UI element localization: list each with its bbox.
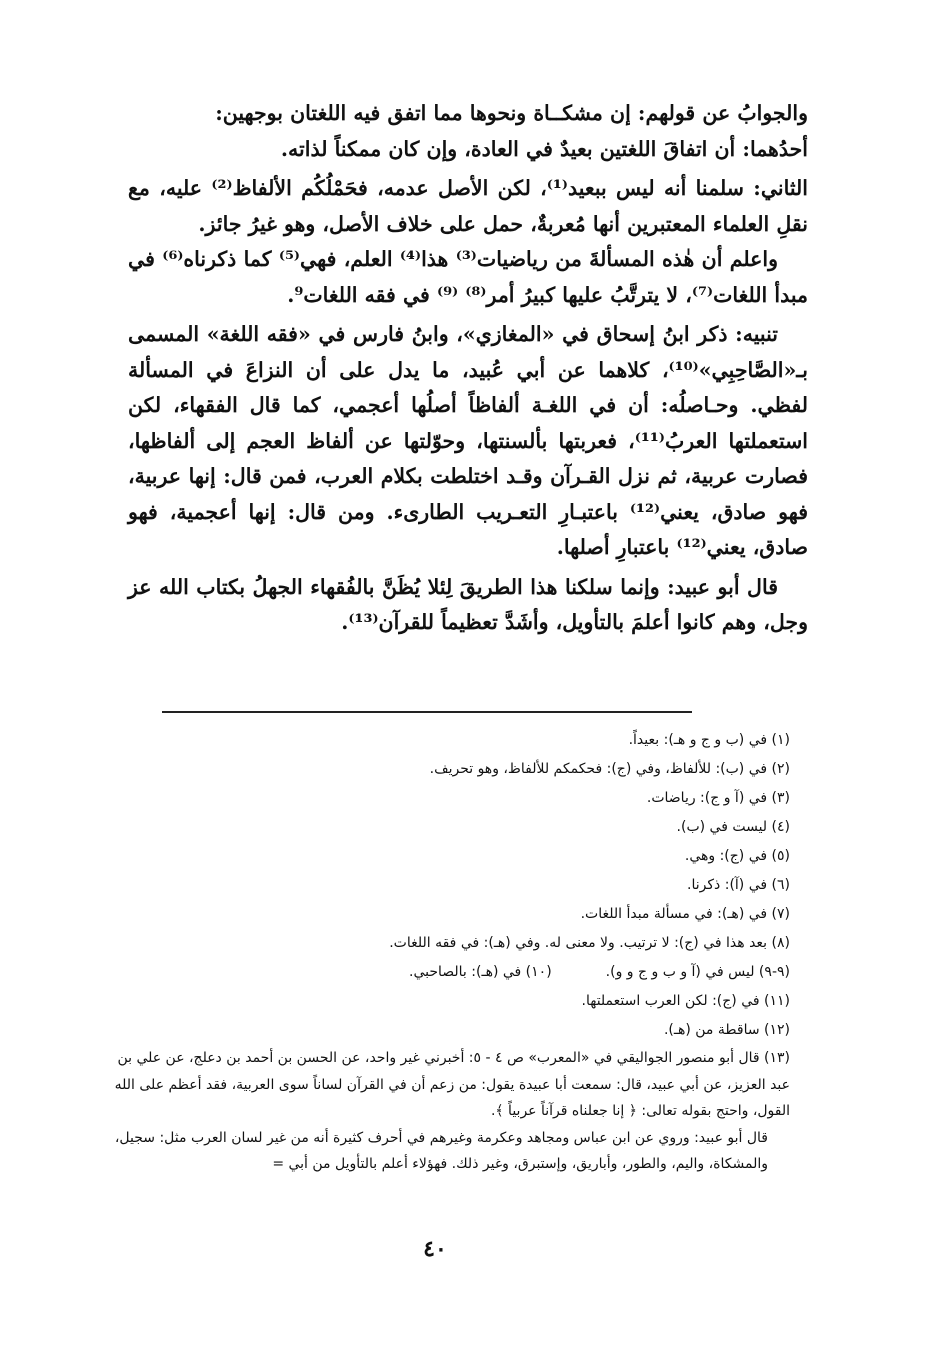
footnote-9-10-row <box>100 958 790 987</box>
footnote-4: (٤) ليست في (ب). <box>676 819 790 835</box>
paragraph-notice: تنبيه: ذكر ابنُ إسحاق في «المغازي»، وابنُ فارس في «فقه اللغة» المسمى بـ«الصَّاحِبِي»⁽¹⁰⁾، كلاهما عن أبي عُبيد، ما يدل على أن النزاعَ في المسألة لفظي. وحـاصلُه: أن في اللغـة ألفاظاً أصلُها أعجمي، كما قال الفقهاء، لكن استعملتها العربُ⁽¹¹⁾، فعربتها بألسنتها، وحوّلتها عن ألفاظ العجم إلى ألفاظها، فصارت عربية، ثم نزل القـرآن وقـد اختلطت بكلام العرب، فمن قال: إنها عربية، فهو صادق، يعني⁽¹²⁾ باعتبـارِ التعـريب الطارىء. ومن قال: إنها أعجمية، فهو صادق، يعني⁽¹²⁾ باعتبارِ أصلها. <box>128 322 808 559</box>
footnote-10: (١٠) في (هـ): بالصاحبي. <box>409 964 552 980</box>
footnote-1: (١) في (ب و ج و هـ): بعيداً. <box>628 732 790 748</box>
paragraph-first-reason: أحدُهما: أن اتفاقَ اللغتين بعيدٌ في العادة، وإن كان ممكناً لذاته. <box>280 136 808 161</box>
footnote-13: (١٣) قال أبو منصور الجواليقي في «المعرب» ص ٤ - ٥: أخبرني غير واحد، عن الحسن بن أحمد بن دعلج، عن علي بن عبد العزيز، عن أبي عبيد، قال: سمعت أبا عبيدة يقول: من زعم أن في القرآن لساناً سوى العربية، فقد أعظم على الله القول، واحتج بقوله تعالى: ﴿ إنا جعلناه قرآناً عربياً ﴾. <box>114 1050 790 1119</box>
footnote-6: (٦) في (آ): ذكرنا. <box>687 877 790 893</box>
footnote-12: (١٢) ساقطة من (هـ). <box>663 1022 790 1038</box>
footnote-8: (٨) بعد هذا في (ج): لا ترتيب. ولا معنى له. وفي (هـ): في فقه اللغات. <box>389 935 790 951</box>
footnote-13-continued: قال أبو عبيد: وروي عن ابن عباس ومجاهد وعكرمة وغيرهم في أحرف كثيرة أنه من غير لسان العرب مثل: سجيل، والمشكاة، واليم، والطور، وأباريق، وإستبرق، وغير ذلك. فهؤلاء أعلم بالتأويل من أبي = <box>114 1129 768 1172</box>
footnote-divider <box>162 711 692 713</box>
paragraph-abu-ubaid: قال أبو عبيد: وإنما سلكنا هذا الطريقَ لِئلا يُظَنَّ بالفُقهاء الجهلُ بكتاب الله عز وجل، وهم كانوا أعلمَ بالتأويل، وأشَدَّ تعظيماً للقرآن⁽¹³⁾. <box>128 574 808 634</box>
footnote-9: (٩-٩) ليس في (آ و ب و ج و و). <box>605 964 790 980</box>
footnote-3: (٣) في (آ و ج): رياضات. <box>646 790 790 806</box>
main-text-body <box>128 96 808 641</box>
footnote-11: (١١) في (ج): لكن العرب استعملتها. <box>581 993 790 1009</box>
footnote-2: (٢) في (ب): للألفاظ، وفي (ج): فحكمكم للألفاظ، وهو تحريف. <box>429 761 790 777</box>
paragraph-answer-intro: والجوابُ عن قولهم: إن مشكــاة ونحوها مما اتفق فيه اللغتان بوجهين: <box>215 101 808 125</box>
footnote-5: (٥) في (ج): وهي. <box>684 848 790 864</box>
page-number: ٤٠ <box>423 1236 447 1262</box>
footnotes <box>100 726 790 1178</box>
paragraph-second-reason: الثاني: سلمنا أنه ليس ببعيد⁽¹⁾، لكن الأصل عدمه، فحَمْلُكُم الألفاظ⁽²⁾ عليه، مع نقلِ العلماء المعتبرين أنها مُعربةٌ، حمل على خلاف الأصل، وهو غيرُ جائز. <box>128 176 808 236</box>
paragraph-know: واعلم أن هٰذه المسألةَ من رياضيات⁽³⁾ هذا⁽⁴⁾ العلم، فهي⁽⁵⁾ كما ذكرناه⁽⁶⁾ في مبدأ اللغات⁽⁷⁾، لا يترتَّبُ عليها كبيرُ أمر⁽⁸⁾ ⁽⁹⁾ في فقه اللغات⁹. <box>128 247 808 307</box>
footnote-7: (٧) في (هـ): في مسألة مبدأ اللغات. <box>580 906 790 922</box>
